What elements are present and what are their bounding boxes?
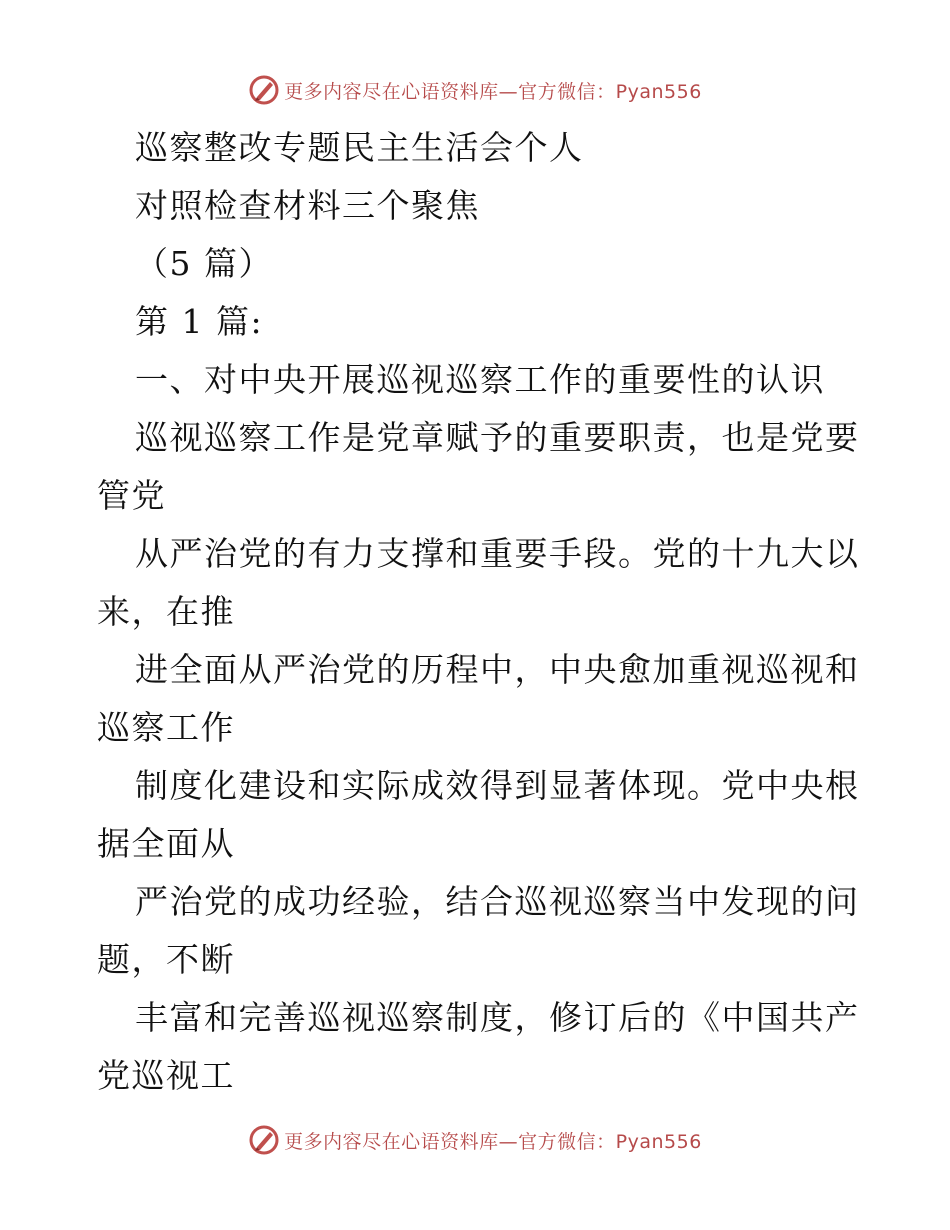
paragraph-line: 据全面从 [97, 824, 235, 863]
paragraph-line: 题，不断 [97, 940, 235, 979]
watermark-text: 更多内容尽在心语资料库—官方微信：Pyan556 [284, 80, 702, 103]
paragraph-line: 进全面从严治党的历程中，中央愈加重视巡视和 [135, 650, 860, 689]
section-label: 第 1 篇: [135, 302, 264, 341]
section-heading: 一、对中央开展巡视巡察工作的重要性的认识 [135, 360, 825, 399]
pen-seal-icon [248, 1124, 280, 1156]
paragraph-line: 巡察工作 [97, 708, 235, 747]
paragraph-line: 来，在推 [97, 592, 235, 631]
pen-seal-icon [248, 74, 280, 106]
doc-subtitle: （5 篇） [135, 244, 273, 283]
paragraph-line: 党巡视工 [97, 1056, 235, 1095]
watermark-text: 更多内容尽在心语资料库—官方微信：Pyan556 [284, 1130, 702, 1153]
paragraph-line: 管党 [97, 476, 166, 515]
paragraph-line: 丰富和完善巡视巡察制度，修订后的《中国共产 [135, 998, 860, 1037]
footer-watermark-banner [0, 1120, 950, 1160]
doc-title-line: 巡察整改专题民主生活会个人 [135, 128, 584, 167]
paragraph-line: 严治党的成功经验，结合巡视巡察当中发现的问 [135, 882, 860, 921]
doc-title-line: 对照检查材料三个聚焦 [135, 186, 480, 225]
paragraph-line: 巡视巡察工作是党章赋予的重要职责，也是党要 [135, 418, 860, 457]
header-watermark-banner [0, 70, 950, 110]
paragraph-line: 制度化建设和实际成效得到显著体现。党中央根 [135, 766, 860, 805]
paragraph-line: 从严治党的有力支撑和重要手段。党的十九大以 [135, 534, 860, 573]
